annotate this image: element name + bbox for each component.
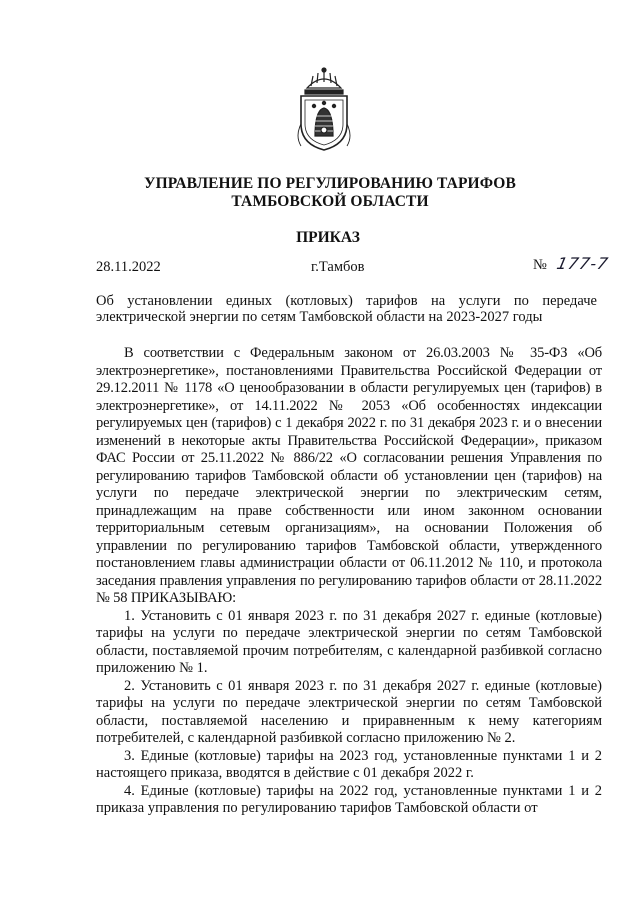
order-item-1: 1. Установить с 01 января 2023 г. по 31 декабря 2027 г. единые (котловые) тарифы на услуги по передаче электрической энергии по сетям Тамбовской области, поставляемой прочим потребителям, с календарной разбивкой согласно приложению № 1. <box>96 607 602 676</box>
document-type: ПРИКАЗ <box>296 229 360 246</box>
order-item-2: 2. Установить с 01 января 2023 г. по 31 декабря 2027 г. единые (котловые) тарифы на услуги по передаче электрической энергии по сетям Тамбовской области, поставляемой населению и приравненным к нему категориям потребителей, с календарной разбивкой согласно приложению № 2. <box>96 677 602 746</box>
document-city: г.Тамбов <box>311 259 365 275</box>
organization-name-line1: УПРАВЛЕНИЕ ПО РЕГУЛИРОВАНИЮ ТАРИФОВ <box>144 175 516 192</box>
document-number-label: № <box>533 257 547 273</box>
tambov-coat-of-arms-icon <box>293 66 355 152</box>
document-subject: Об установлении единых (котловых) тарифов на услуги по передаче электрической энергии по сетям Тамбовской области на 2023-2027 годы <box>96 293 597 325</box>
organization-name-line2: ТАМБОВСКОЙ ОБЛАСТИ <box>231 193 429 210</box>
order-item-4: 4. Единые (котловые) тарифы на 2022 год, установленные пунктами 1 и 2 приказа управления по регулированию тарифов Тамбовской области от <box>96 782 602 816</box>
preamble-paragraph: В соответствии с Федеральным законом от 26.03.2003 № 35-ФЗ «Об электроэнергетике», постановлениями Правительства Российской Федерации от 29.12.2011 № 1178 «О ценообразовании в области регулируемых цен (тарифов) в электроэнергетике», от 14.11.2022 № 2053 «Об особенностях индексации регулируемых цен (тарифов) с 1 декабря 2022 г. по 31 декабря 2023 г. и о внесении изменений в некоторые акты Правительства Российской Федерации», приказом ФАС России от 25.11.2022 № 886/22 «О согласовании решения Управления по регулированию тарифов Тамбовской области об установлении цен (тарифов) на услуги по передаче электрической энергии по электрическим сетям, принадлежащим на праве собственности или ином законном основании территориальным сетевым организациям», на основании Положения об управлении по регулированию тарифов Тамбовской области, утвержденного постановлением главы администрации области от 06.11.2012 № 110, и протокола заседания правления управления по регулированию тарифов области от 28.11.2022 № 58 ПРИКАЗЫВАЮ: <box>96 345 602 606</box>
document-date: 28.11.2022 <box>96 259 161 275</box>
document-body <box>96 345 602 818</box>
order-item-3: 3. Единые (котловые) тарифы на 2023 год, установленные пунктами 1 и 2 настоящего приказа, вводятся в действие с 01 декабря 2022 г. <box>96 747 602 781</box>
document-number-handwritten: 177-7 <box>554 254 611 273</box>
